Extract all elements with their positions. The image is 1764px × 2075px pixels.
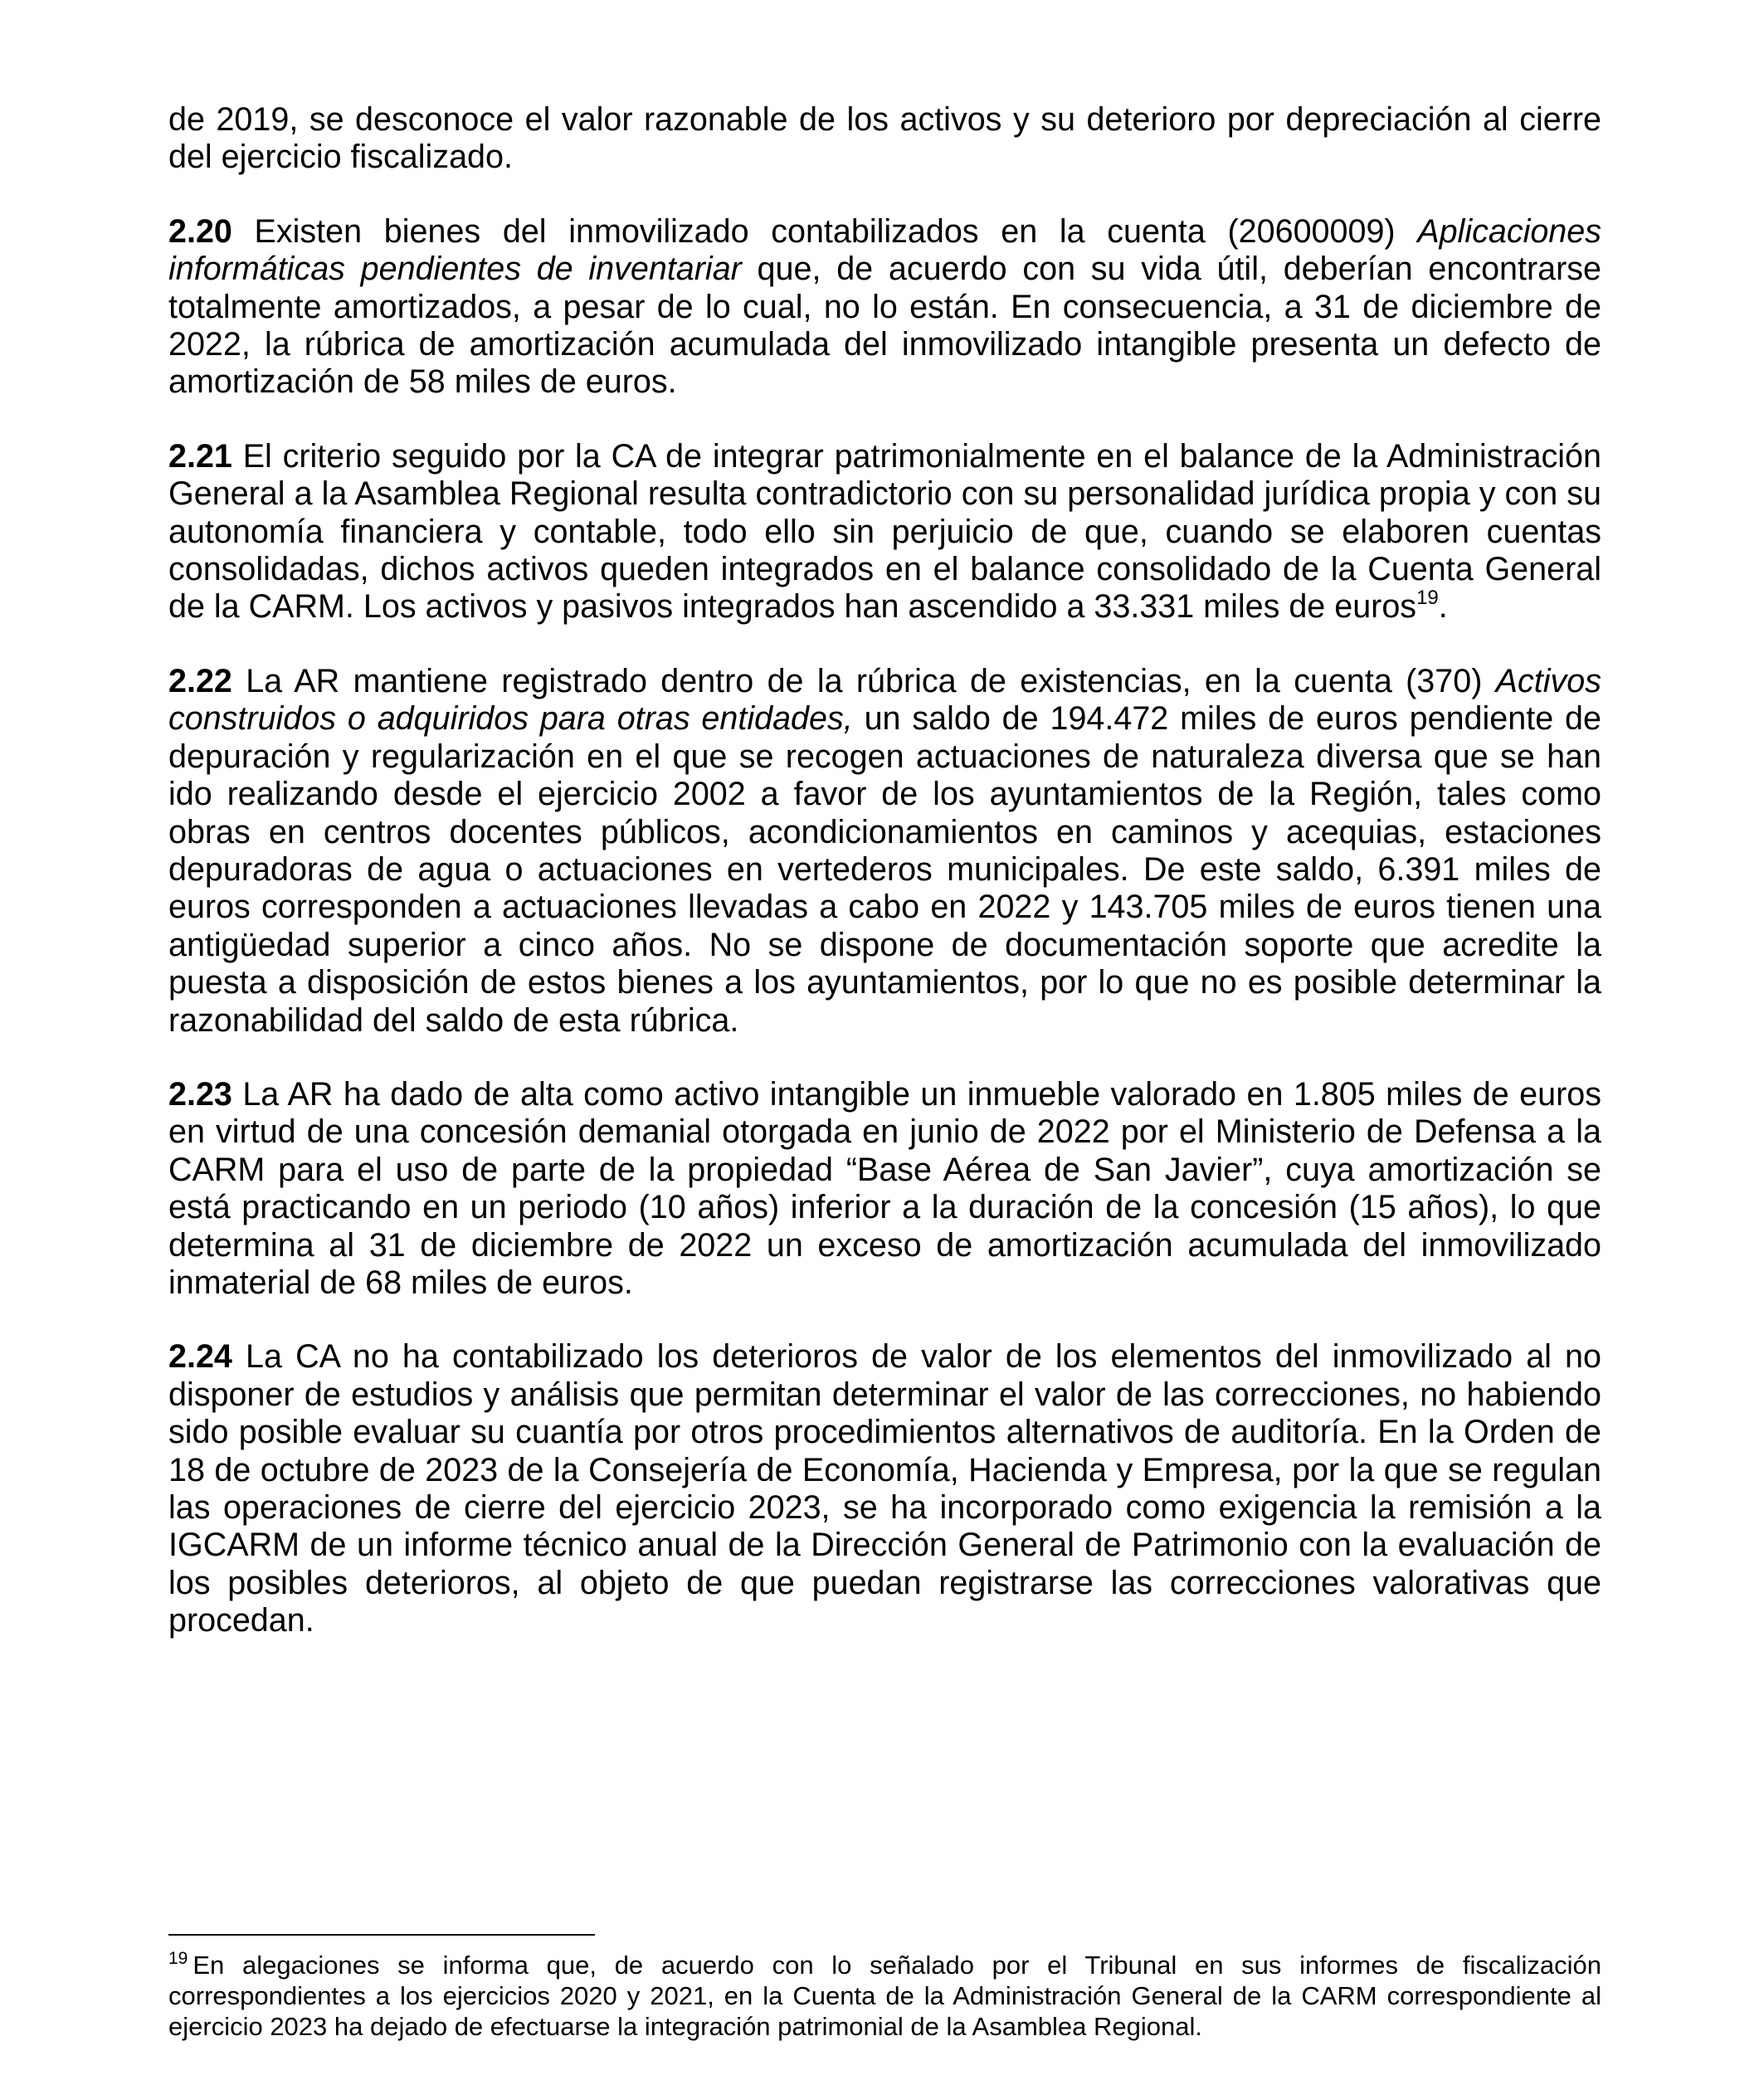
account-name-italic: Activos construidos o adquiridos para otras entidades, — [168, 662, 1601, 738]
paragraph-2-24 — [168, 1338, 1601, 1639]
paragraph-text-tail: . — [1438, 588, 1448, 626]
paragraph-2-23 — [168, 1076, 1601, 1302]
paragraph-2-20 — [168, 213, 1601, 402]
paragraph-text: de 2019, se desconoce el valor razonable de los activos y su deterioro por depreciación al cierre del ejercicio fiscalizado. — [168, 101, 1601, 176]
paragraph-number: 2.20 — [168, 212, 232, 250]
footnote-mark: 19 — [168, 1949, 188, 1968]
paragraph-number: 2.24 — [168, 1338, 232, 1376]
paragraph-number: 2.21 — [168, 437, 232, 475]
footnote — [168, 1950, 1601, 2042]
paragraph-number: 2.22 — [168, 662, 232, 699]
paragraph-text: La CA no ha contabilizado los deterioros de valor de los elementos del inmovilizado al no disponer de estudios y análisis que permitan determinar el valor de las correcciones, no habiendo sido posible evaluar su cuantía por otros procedimientos alternativos de auditoría. En la Orden de 18 de octubre de 2023 de la Consejería de Economía, Hacienda y Empresa, por la que se regulan las operaciones de cierre del ejercicio 2023, se ha incorporado como exigencia la remisión a la IGCARM de un informe técnico anual de la Dirección General de Patrimonio con la evaluación de los posibles deterioros, al objeto de que puedan registrarse las correcciones valorativas que procedan. — [168, 1338, 1601, 1639]
footnote-reference[interactable]: 19 — [1416, 587, 1439, 610]
paragraph-text: La AR mantiene registrado dentro de la rúbrica de existencias, en la cuenta (370) — [231, 662, 1496, 699]
paragraph-text-tail: que, de acuerdo con su vida útil, deberían encontrarse totalmente amortizados, a pesar de lo cual, no lo están. En consecuencia, a 31 de diciembre de 2022, la rúbrica de amortización acumulada del inmovilizado intangible presenta un defecto de amortización de 58 miles de euros. — [168, 251, 1601, 401]
paragraph-2-21 — [168, 438, 1601, 626]
account-name-italic: Aplicaciones informáticas pendientes de inventariar — [168, 212, 1601, 288]
footnote-text: En alegaciones se informa que, de acuerdo con lo señalado por el Tribunal en sus informes de fiscalización correspondientes a los ejercicios 2020 y 2021, en la Cuenta de la Administración General de la CARM correspondiente al ejercicio 2023 ha dejado de efectuarse la integración patrimonial de la Asamblea Regional. — [168, 1951, 1601, 2041]
paragraph-text-tail: un saldo de 194.472 miles de euros pendiente de depuración y regularización en el que se recogen actuaciones de naturaleza diversa que se han ido realizando desde el ejercicio 2002 a favor de los ayuntamientos de la Región, tales como obras en centros docentes públicos, acondicionamientos en caminos y acequias, estaciones depuradoras de agua o actuaciones en vertederos municipales. De este saldo, 6.391 miles de euros corresponden a actuaciones llevadas a cabo en 2022 y 143.705 miles de euros tienen una antigüedad superior a cinco años. No se dispone de documentación soporte que acredite la puesta a disposición de estos bienes a los ayuntamientos, por lo que no es posible determinar la razonabilidad del saldo de esta rúbrica. — [168, 700, 1601, 1039]
paragraph-text: El criterio seguido por la CA de integrar patrimonialmente en el balance de la Administración General a la Asamblea Regional resulta contradictorio con su personalidad jurídica propia y con su autonomía financiera y contable, todo ello sin perjuicio de que, cuando se elaboren cuentas consolidadas, dichos activos queden integrados en el balance consolidado de la Cuenta General de la CARM. Los activos y pasivos integrados han ascendido a 33.331 miles de euros — [168, 437, 1601, 626]
paragraph-number: 2.23 — [168, 1075, 232, 1113]
body-text — [168, 101, 1601, 1677]
paragraph-text: Existen bienes del inmovilizado contabilizados en la cuenta (20600009) — [231, 212, 1418, 250]
paragraph-continuation — [168, 101, 1601, 177]
paragraph-text: La AR ha dado de alta como activo intangible un inmueble valorado en 1.805 miles de euros en virtud de una concesión demanial otorgada en junio de 2022 por el Ministerio de Defensa a la CARM para el uso de parte de la propiedad “Base Aérea de San Javier”, cuya amortización se está practicando en un periodo (10 años) inferior a la duración de la concesión (15 años), lo que determina al 31 de diciembre de 2022 un exceso de amortización acumulada del inmovilizado inmaterial de 68 miles de euros. — [168, 1075, 1601, 1301]
footnote-divider — [168, 1934, 595, 1936]
paragraph-2-22 — [168, 663, 1601, 1040]
